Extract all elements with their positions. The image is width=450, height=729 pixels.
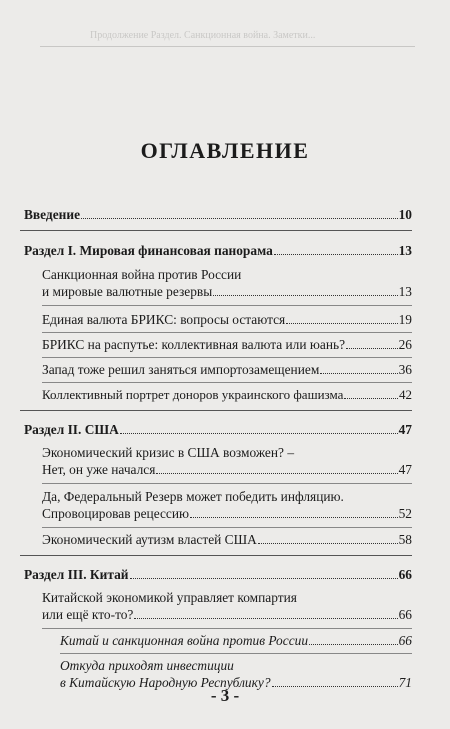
toc-page-number: 58 bbox=[398, 532, 412, 547]
toc-entry-label: Санкционная война против России bbox=[42, 267, 242, 282]
toc-page-number: 47 bbox=[398, 462, 412, 477]
entry-divider bbox=[42, 628, 412, 629]
running-head: Продолжение Раздел. Санкционная война. Заметки... bbox=[90, 30, 316, 41]
toc-entry-china-party[interactable] bbox=[42, 589, 412, 623]
toc-entry-donors-portrait[interactable] bbox=[42, 386, 412, 403]
toc-page-number: 42 bbox=[399, 387, 412, 402]
entry-divider bbox=[42, 332, 412, 333]
toc-entry-section-2[interactable] bbox=[24, 421, 412, 438]
leader-dots bbox=[190, 517, 398, 518]
toc-page-number: 26 bbox=[398, 337, 412, 352]
toc-entry-label: БРИКС на распутье: коллективная валюта или юань? bbox=[42, 337, 346, 352]
toc-page-number: 66 bbox=[398, 567, 412, 582]
toc-entry-intro[interactable] bbox=[24, 206, 412, 223]
leader-dots bbox=[258, 543, 398, 544]
header-rule bbox=[40, 46, 415, 47]
toc-entry-label: Коллективный портрет доноров украинского фашизма bbox=[42, 387, 344, 402]
toc-page-number: 13 bbox=[398, 284, 412, 299]
leader-dots bbox=[320, 373, 397, 374]
toc-entry-label: Китайской экономикой управляет компартия bbox=[42, 590, 297, 605]
toc-entry-west-import[interactable] bbox=[42, 361, 412, 378]
toc-entry-label: Экономический аутизм властей США bbox=[42, 532, 257, 547]
leader-dots bbox=[134, 618, 397, 619]
toc-entry-label: Запад тоже решил заняться импортозамещением bbox=[42, 362, 320, 377]
toc-entry-section-1[interactable] bbox=[24, 242, 412, 259]
leader-dots bbox=[286, 323, 397, 324]
leader-dots bbox=[156, 473, 397, 474]
toc-entry-label: Раздел I. Мировая финансовая панорама bbox=[24, 243, 273, 258]
toc-page-number: 52 bbox=[398, 506, 412, 521]
toc-entry-label: в Китайскую Народную Республику? bbox=[60, 675, 271, 690]
toc-entry-brics-crossroads[interactable] bbox=[42, 336, 412, 353]
leader-dots bbox=[213, 295, 397, 296]
leader-dots bbox=[274, 254, 398, 255]
toc-page-number: 47 bbox=[398, 422, 412, 437]
section-divider bbox=[20, 410, 412, 411]
toc-page-number: 36 bbox=[398, 362, 412, 377]
toc-page-number: 71 bbox=[398, 675, 412, 690]
leader-dots bbox=[309, 644, 398, 645]
page-number-footer: - 3 - bbox=[210, 686, 240, 705]
toc-page-number: 66 bbox=[398, 607, 412, 622]
leader-dots bbox=[120, 433, 398, 434]
toc-entry-fed-inflation[interactable] bbox=[42, 488, 412, 522]
toc-entry-china-sanctions[interactable] bbox=[60, 632, 412, 649]
entry-divider bbox=[42, 305, 412, 306]
leader-dots bbox=[130, 578, 398, 579]
toc-page-number: 19 bbox=[398, 312, 412, 327]
section-divider bbox=[20, 555, 412, 556]
toc-entry-brics-currency[interactable] bbox=[42, 311, 412, 328]
section-divider bbox=[20, 230, 412, 231]
entry-divider bbox=[42, 527, 412, 528]
toc-entry-label: Раздел III. Китай bbox=[24, 567, 129, 582]
entry-divider bbox=[60, 653, 412, 654]
toc-entry-label: Китай и санкционная война против России bbox=[60, 633, 309, 648]
leader-dots bbox=[344, 398, 398, 399]
toc-page-number: 10 bbox=[398, 207, 412, 222]
entry-divider bbox=[42, 357, 412, 358]
toc-entry-label: Единая валюта БРИКС: вопросы остаются bbox=[42, 312, 286, 327]
toc-entry-label: и мировые валютные резервы bbox=[42, 284, 213, 299]
entry-divider bbox=[42, 483, 412, 484]
page-title: ОГЛАВЛЕНИЕ bbox=[140, 138, 310, 163]
leader-dots bbox=[346, 348, 398, 349]
toc-entry-label: Спровоцировав рецессию bbox=[42, 506, 190, 521]
toc-entry-label: Введение bbox=[24, 207, 81, 222]
toc-entry-label: Раздел II. США bbox=[24, 422, 119, 437]
toc-entry-sanctions-reserves[interactable] bbox=[42, 266, 412, 300]
toc-entry-label: Откуда приходят инвестиции bbox=[60, 658, 234, 673]
toc-page-number: 13 bbox=[398, 243, 412, 258]
leader-dots bbox=[81, 218, 398, 219]
toc-entry-label: или ещё кто-то? bbox=[42, 607, 134, 622]
toc-entry-label: Нет, он уже начался bbox=[42, 462, 156, 477]
toc-page-number: 66 bbox=[398, 633, 412, 648]
toc-entry-label: Да, Федеральный Резерв может победить инфляцию. bbox=[42, 489, 344, 504]
entry-divider bbox=[42, 382, 412, 383]
toc-entry-label: Экономический кризис в США возможен? – bbox=[42, 445, 295, 460]
toc-entry-us-crisis[interactable] bbox=[42, 444, 412, 478]
toc-entry-section-3[interactable] bbox=[24, 566, 412, 583]
toc-entry-economic-autism[interactable] bbox=[42, 531, 412, 548]
